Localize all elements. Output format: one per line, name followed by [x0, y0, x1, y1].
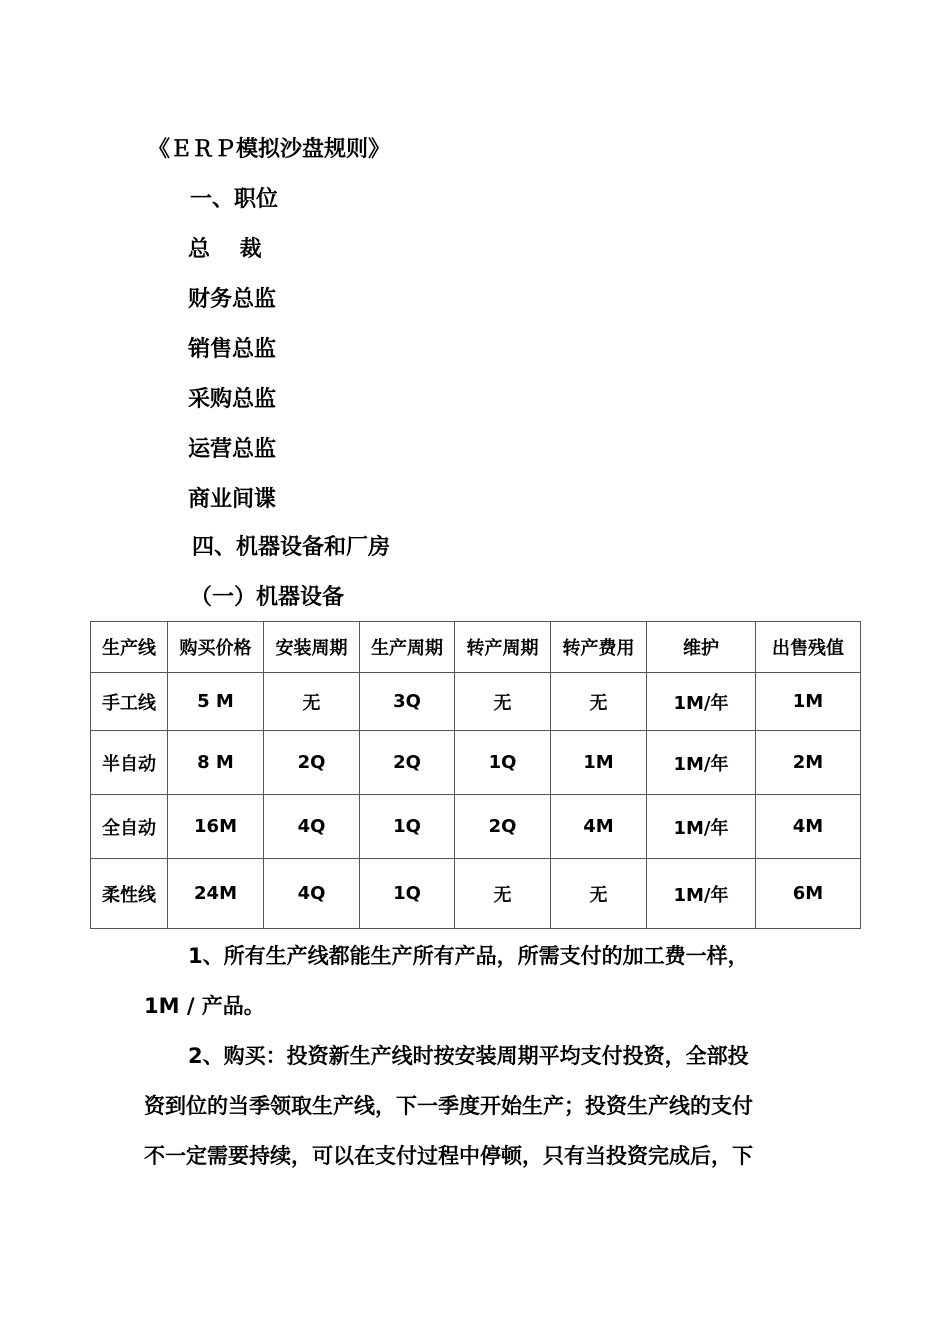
paragraph-line: 不一定需要持续，可以在支付过程中停顿，只有当投资完成后，下	[144, 1144, 753, 1168]
table-row	[91, 731, 861, 795]
position-sales-director: 销售总监	[188, 337, 277, 362]
table-cell: 2Q	[264, 731, 360, 795]
table-header-cell: 出售残值	[756, 622, 861, 673]
position-business-spy: 商业间谍	[188, 487, 277, 512]
position-president: 总 裁	[188, 237, 262, 262]
table-cell: 1M	[756, 673, 861, 731]
table-row	[91, 859, 861, 929]
table-cell: 4M	[756, 795, 861, 859]
table-header-cell: 转产周期	[455, 622, 551, 673]
table-cell: 1M/年	[647, 859, 756, 929]
table-cell: 1M/年	[647, 673, 756, 731]
table-cell: 16M	[168, 795, 264, 859]
table-cell: 1Q	[360, 859, 455, 929]
table-cell: 3Q	[360, 673, 455, 731]
table-cell: 8 M	[168, 731, 264, 795]
table-header-cell: 转产费用	[551, 622, 647, 673]
paragraph-line: 资到位的当季领取生产线，下一季度开始生产；投资生产线的支付	[144, 1094, 753, 1118]
table-header-cell: 生产线	[91, 622, 168, 673]
subsection-heading-machines: （一）机器设备	[190, 585, 345, 610]
table-cell: 1M/年	[647, 795, 756, 859]
table-cell: 4Q	[264, 795, 360, 859]
table-row	[91, 795, 861, 859]
table-cell: 无	[455, 673, 551, 731]
table-cell: 2Q	[360, 731, 455, 795]
table-cell: 2M	[756, 731, 861, 795]
table-cell: 1Q	[360, 795, 455, 859]
table-cell: 半自动	[91, 731, 168, 795]
document-title: 《ＥＲＰ模拟沙盘规则》	[148, 137, 391, 162]
table-cell: 无	[455, 859, 551, 929]
table-cell: 1Q	[455, 731, 551, 795]
table-cell: 无	[551, 859, 647, 929]
table-header-cell: 维护	[647, 622, 756, 673]
table-cell: 1M	[551, 731, 647, 795]
table-cell: 柔性线	[91, 859, 168, 929]
table-cell: 无	[264, 673, 360, 731]
position-operations-director: 运营总监	[188, 437, 277, 462]
section-heading-positions: 一、职位	[190, 187, 279, 212]
table-header-cell: 安装周期	[264, 622, 360, 673]
table-cell: 2Q	[455, 795, 551, 859]
table-header-cell: 购买价格	[168, 622, 264, 673]
table-cell: 4M	[551, 795, 647, 859]
paragraph-line: 2、购买：投资新生产线时按安装周期平均支付投资，全部投	[188, 1044, 749, 1068]
section-heading-equipment: 四、机器设备和厂房	[192, 535, 391, 560]
table-cell: 5 M	[168, 673, 264, 731]
paragraph-line: 1M / 产品。	[144, 994, 265, 1018]
paragraph-line: 1、所有生产线都能生产所有产品，所需支付的加工费一样，	[188, 944, 749, 968]
table-header-row	[91, 622, 861, 673]
table-row	[91, 673, 861, 731]
table-header-cell: 生产周期	[360, 622, 455, 673]
position-purchasing-director: 采购总监	[188, 387, 277, 412]
table-cell: 无	[551, 673, 647, 731]
table-cell: 24M	[168, 859, 264, 929]
table-cell: 全自动	[91, 795, 168, 859]
equipment-table	[90, 621, 861, 929]
position-cfo: 财务总监	[188, 287, 277, 312]
table-cell: 手工线	[91, 673, 168, 731]
table-cell: 4Q	[264, 859, 360, 929]
table-cell: 1M/年	[647, 731, 756, 795]
table-cell: 6M	[756, 859, 861, 929]
